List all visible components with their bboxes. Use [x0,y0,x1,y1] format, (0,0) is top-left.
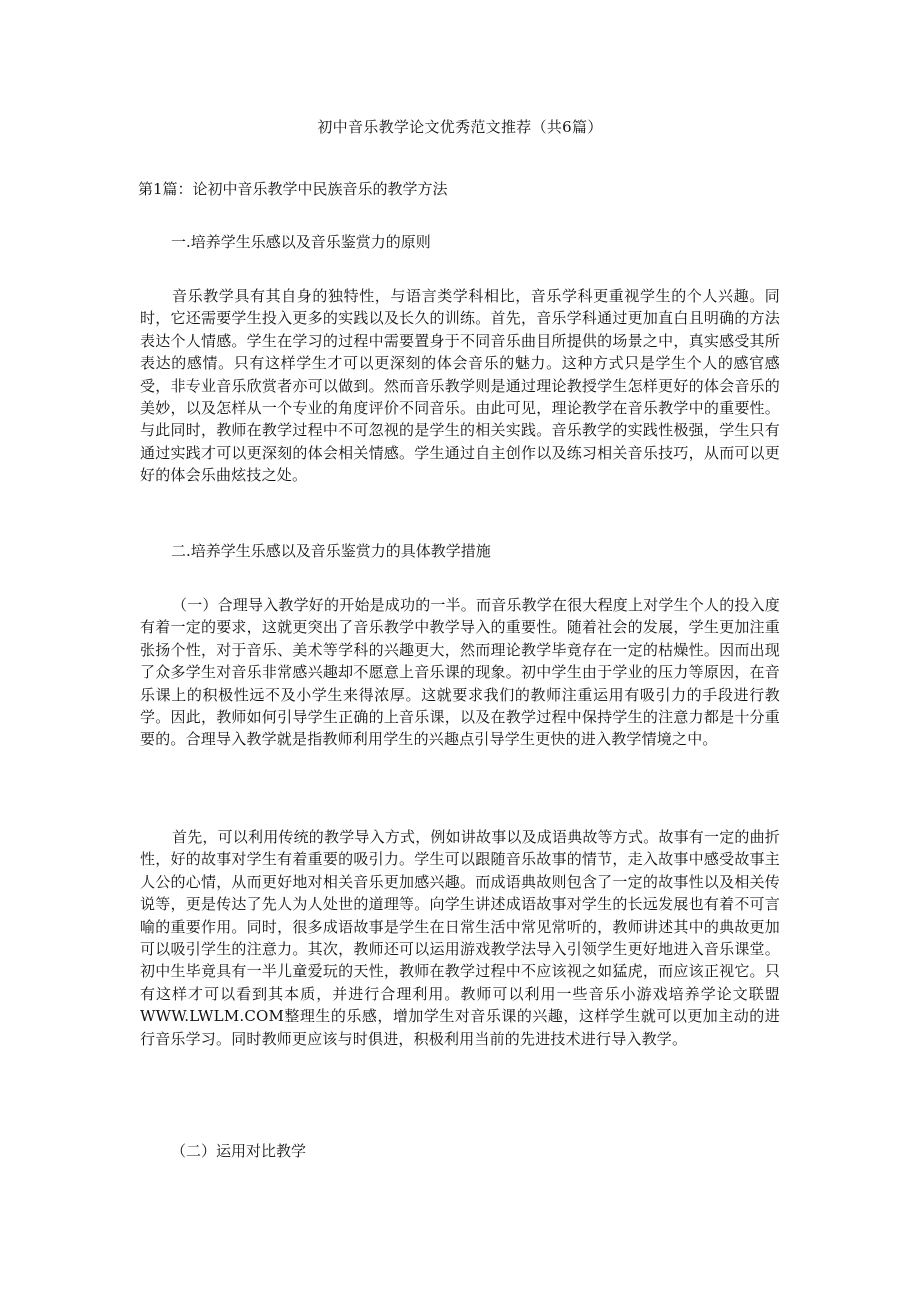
paragraph-methods: 首先，可以利用传统的教学导入方式，例如讲故事以及成语典故等方式。故事有一定的曲折性，好的故事对学生有着重要的吸引力。学生可以跟随音乐故事的情节，走入故事中感受故事主人公的心情，从而更好地对相关音乐更加感兴趣。而成语典故则包含了一定的故事性以及相关传说等，更是传达了先人为人处世的道理等。向学生讲述成语故事对学生的长远发展也有着不可言喻的重要作用。同时，很多成语故事是学生在日常生活中常见常听的，教师讲述其中的典故更加可以吸引学生的注意力。其次，教师还可以运用游戏教学法导入引领学生更好地进入音乐课堂。初中生毕竟具有一半儿童爱玩的天性，教师在教学过程中不应该视之如猛虎，而应该正视它。只有这样才可以看到其本质，并进行合理利用。教师可以利用一些音乐小游戏培养学论文联盟WWW.LWLM.COM整理生的乐感，增加学生对音乐课的兴趣，这样学生就可以更加主动的进行音乐学习。同时教师更应该与时俱进，积极利用当前的先进技术进行导入教学。 [140,828,781,1048]
section-heading-principles: 一.培养学生乐感以及音乐鉴赏力的原则 [171,233,431,251]
article-title: 第1篇：论初中音乐教学中民族音乐的教学方法 [138,180,448,198]
document-title: 初中音乐教学论文优秀范文推荐（共6篇） [317,118,603,136]
section-heading-measures: 二.培养学生乐感以及音乐鉴赏力的具体教学措施 [171,542,491,560]
section-heading-contrast: （二）运用对比教学 [171,1142,307,1160]
paragraph-lead-in: （一）合理导入教学好的开始是成功的一半。而音乐教学在很大程度上对学生个人的投入度有着一定的要求，这就更突出了音乐教学中教学导入的重要性。随着社会的发展，学生更加注重张扬个性，对于音乐、美术等学科的兴趣更大，然而理论教学毕竟存在一定的枯燥性。因而出现了众多学生对音乐非常感兴趣却不愿意上音乐课的现象。初中学生由于学业的压力等原因，在音乐课上的积极性远不及小学生来得浓厚。这就要求我们的教师注重运用有吸引力的手段进行教学。因此，教师如何引导学生正确的上音乐课，以及在教学过程中保持学生的注意力都是十分重要的。合理导入教学就是指教师利用学生的兴趣点引导学生更快的进入教学情境之中。 [140,596,781,749]
paragraph-principles: 音乐教学具有其自身的独特性，与语言类学科相比，音乐学科更重视学生的个人兴趣。同时，它还需要学生投入更多的实践以及长久的训练。首先，音乐学科通过更加直白且明确的方法表达个人情感。学生在学习的过程中需要置身于不同音乐曲目所提供的场景之中，真实感受其所表达的感情。只有这样学生才可以更深刻的体会音乐的魅力。这种方式只是学生个人的感官感受，非专业音乐欣赏者亦可以做到。然而音乐教学则是通过理论教授学生怎样更好的体会音乐的美妙，以及怎样从一个专业的角度评价不同音乐。由此可见，理论教学在音乐教学中的重要性。与此同时，教师在教学过程中不可忽视的是学生的相关实践。音乐教学的实践性极强，学生只有通过实践才可以更深刻的体会相关情感。学生通过自主创作以及练习相关音乐技巧，从而可以更好的体会乐曲炫技之处。 [140,287,780,485]
